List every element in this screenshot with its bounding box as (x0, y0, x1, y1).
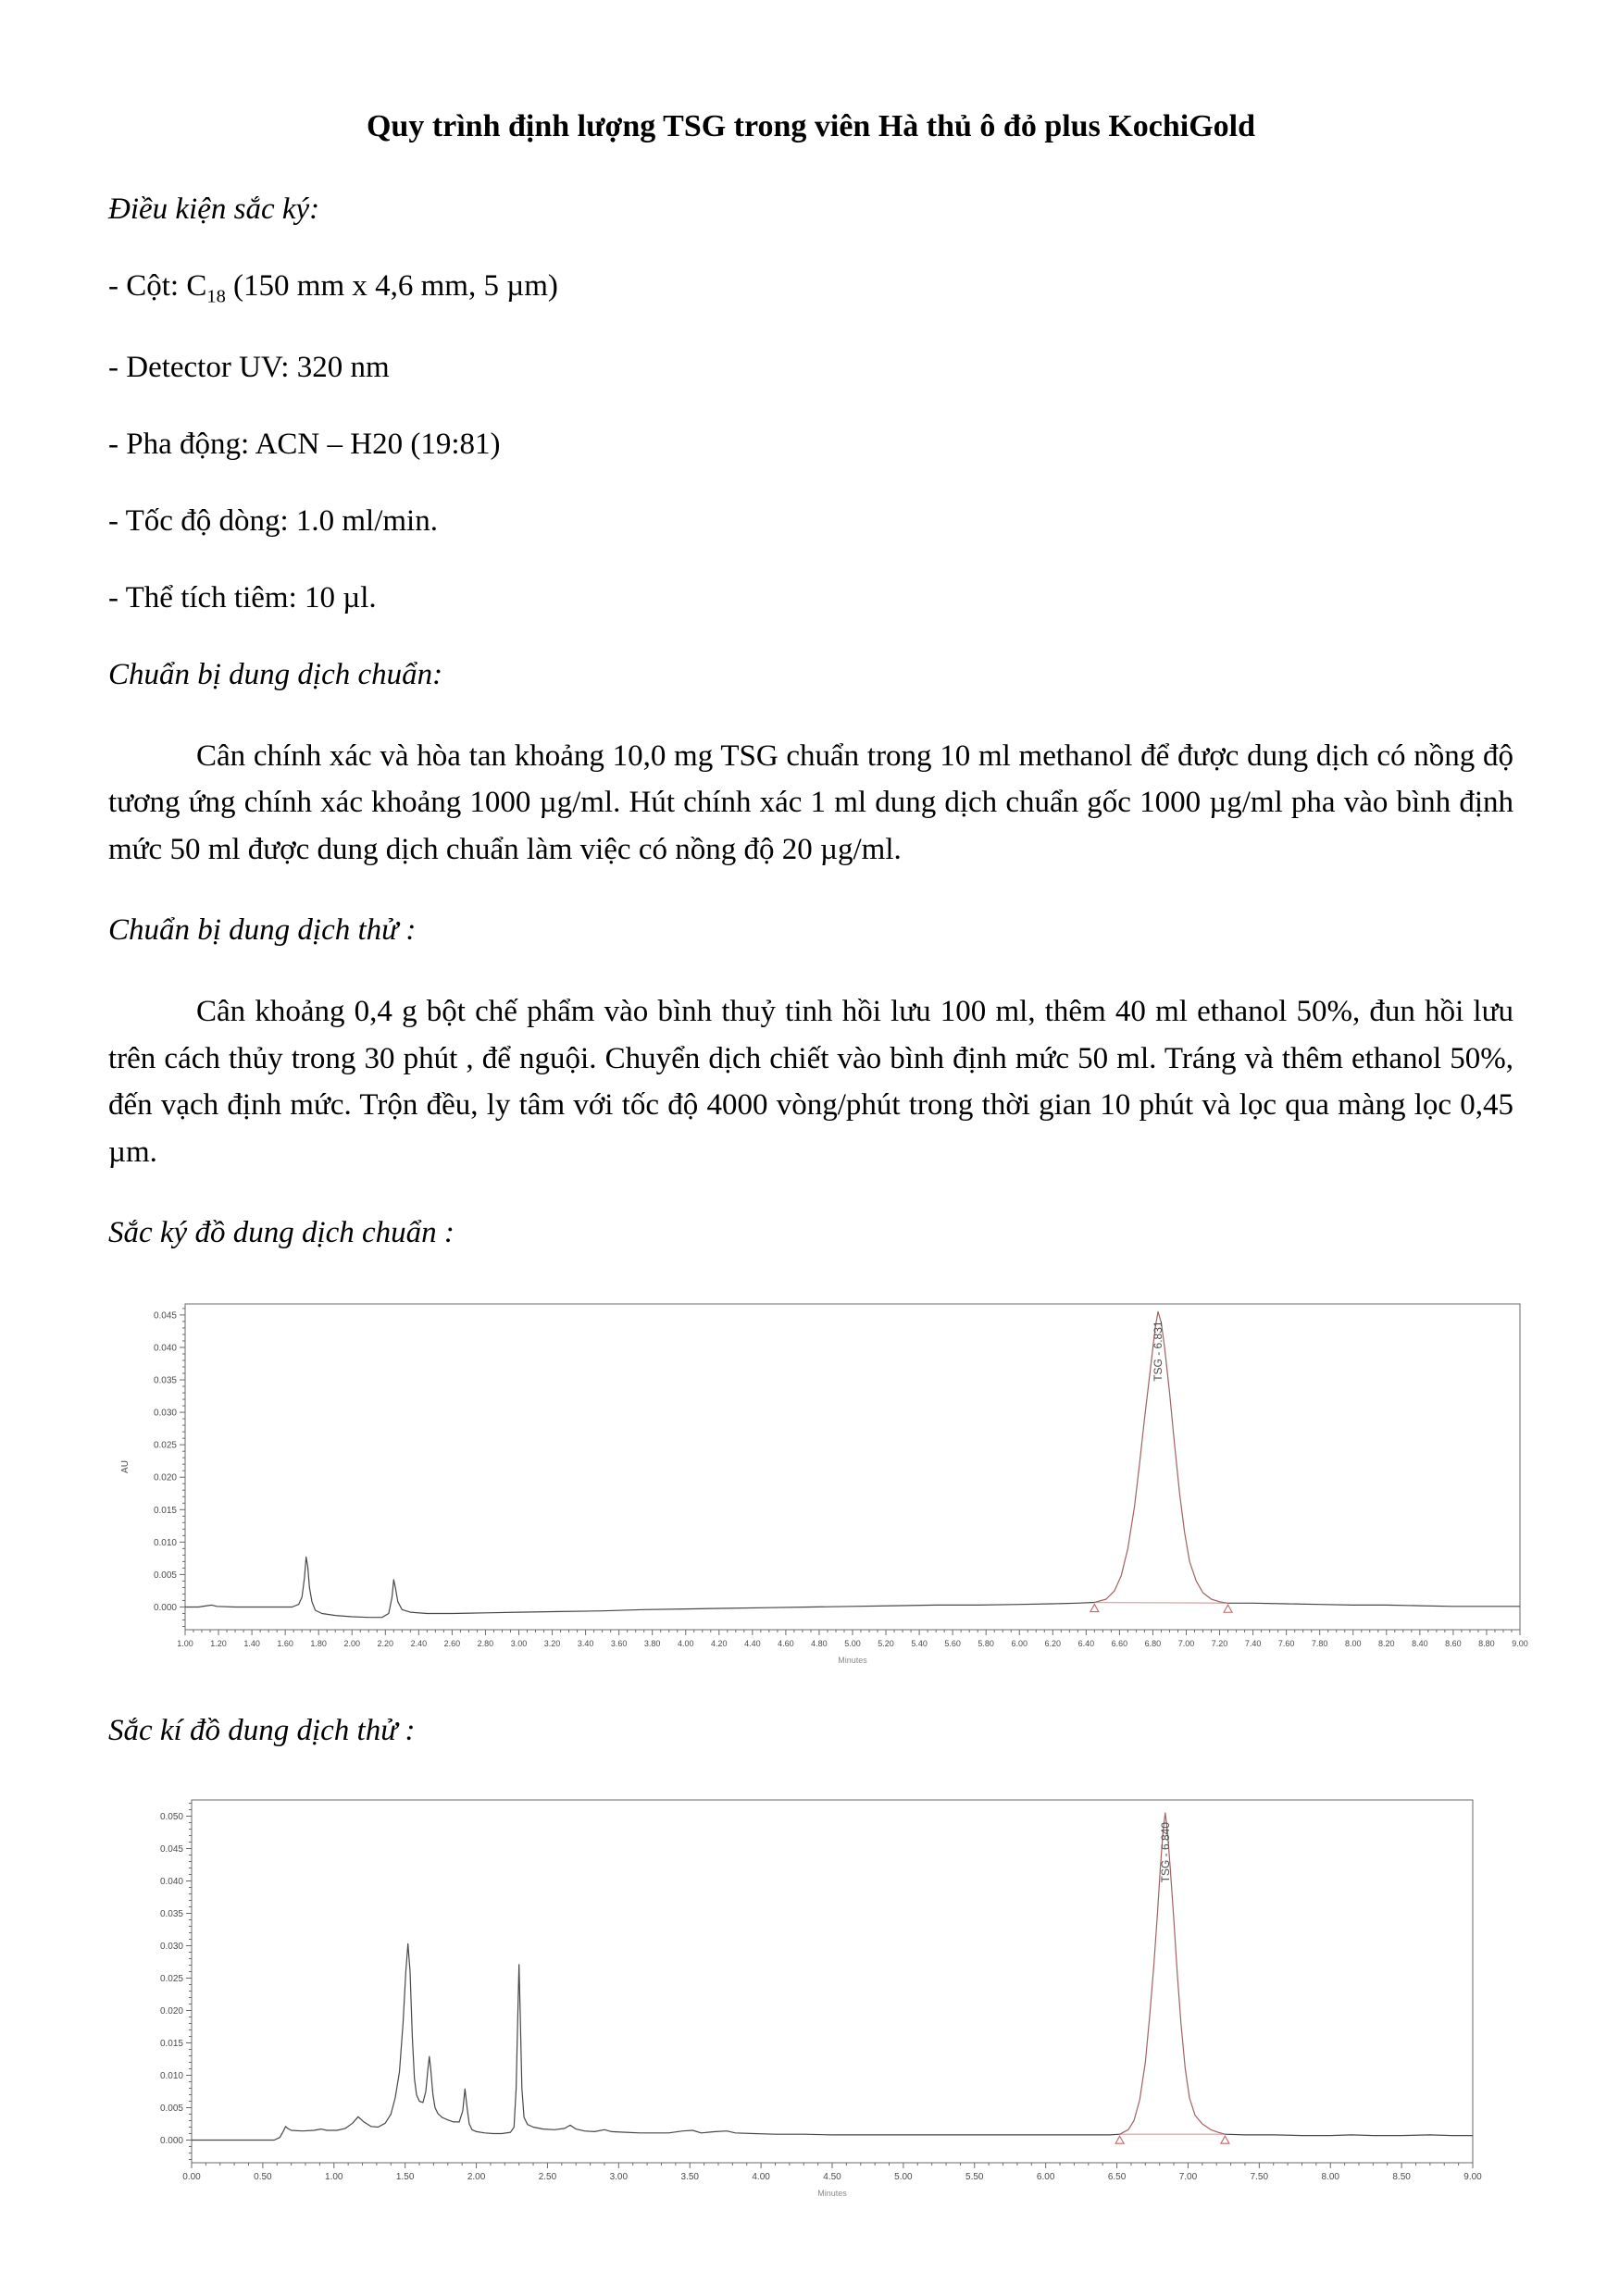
svg-text:5.00: 5.00 (844, 1638, 861, 1648)
svg-text:8.80: 8.80 (1478, 1638, 1495, 1648)
test-prep-paragraph: Cân khoảng 0,4 g bột chế phẩm vào bình thuỷ tinh hồi lưu 100 ml, thêm 40 ml ethanol 50%, đun hồi lưu trên cách thủy trong 30 phút , để nguội. Chuyển dịch chiết vào bình định mức 50 ml. Tráng và thêm ethanol 50%, đến vạch định mức. Trộn đều, ly tâm với tốc độ 4000 vòng/phút trong thời gian 10 phút và lọc qua màng lọc 0,45 µm. (108, 995, 1513, 1169)
svg-text:8.50: 8.50 (1392, 2171, 1411, 2182)
svg-text:6.60: 6.60 (1111, 1638, 1128, 1648)
svg-text:0.020: 0.020 (153, 1472, 177, 1483)
svg-text:8.20: 8.20 (1378, 1638, 1395, 1648)
condition-column (108, 269, 1513, 308)
test-prep-heading: Chuẩn bị dung dịch thử : (108, 913, 417, 948)
svg-text:3.40: 3.40 (577, 1638, 594, 1648)
svg-text:TSG - 6.831: TSG - 6.831 (1152, 1321, 1165, 1382)
svg-text:6.80: 6.80 (1144, 1638, 1162, 1648)
condition-flow-rate: - Tốc độ dòng: 1.0 ml/min. (108, 503, 438, 538)
test-chromatogram-heading: Sắc kí đồ dung dịch thử : (108, 1713, 416, 1747)
svg-text:1.80: 1.80 (310, 1638, 327, 1648)
svg-text:4.20: 4.20 (711, 1638, 728, 1648)
svg-text:5.20: 5.20 (878, 1638, 894, 1648)
svg-text:0.025: 0.025 (159, 1973, 183, 1984)
svg-text:8.00: 8.00 (1344, 1638, 1362, 1648)
svg-text:2.40: 2.40 (410, 1638, 428, 1648)
svg-text:9.00: 9.00 (1512, 1638, 1528, 1648)
svg-text:3.60: 3.60 (610, 1638, 628, 1648)
svg-text:1.40: 1.40 (243, 1638, 260, 1648)
test-chromatogram-plot (108, 1789, 1538, 2216)
conditions-heading: Điều kiện sắc ký: (108, 192, 320, 226)
svg-text:1.00: 1.00 (177, 1638, 193, 1648)
standard-chromatogram (108, 1291, 1528, 1673)
svg-text:2.60: 2.60 (443, 1638, 461, 1648)
svg-text:7.60: 7.60 (1277, 1638, 1295, 1648)
svg-text:0.040: 0.040 (153, 1343, 177, 1354)
svg-text:0.025: 0.025 (153, 1440, 177, 1451)
svg-text:0.035: 0.035 (153, 1375, 177, 1386)
svg-text:4.50: 4.50 (823, 2171, 841, 2182)
svg-text:7.00: 7.00 (1178, 2171, 1198, 2182)
svg-text:2.50: 2.50 (538, 2171, 557, 2182)
condition-column-subscript: 18 (206, 286, 226, 307)
svg-text:0.020: 0.020 (159, 2005, 183, 2017)
svg-text:5.80: 5.80 (978, 1638, 994, 1648)
standard-chromatogram-plot (108, 1291, 1538, 1669)
svg-text:9.00: 9.00 (1463, 2171, 1482, 2182)
svg-text:4.60: 4.60 (778, 1638, 794, 1648)
svg-text:6.00: 6.00 (1011, 1638, 1028, 1648)
svg-text:4.40: 4.40 (744, 1638, 761, 1648)
condition-detector: - Detector UV: 320 nm (108, 350, 390, 384)
svg-text:1.60: 1.60 (277, 1638, 293, 1648)
svg-text:3.20: 3.20 (543, 1638, 561, 1648)
svg-text:0.005: 0.005 (153, 1570, 177, 1581)
svg-text:6.40: 6.40 (1077, 1638, 1095, 1648)
condition-mobile-phase: - Pha động: ACN – H20 (19:81) (108, 427, 501, 461)
svg-text:2.80: 2.80 (477, 1638, 494, 1648)
svg-text:7.00: 7.00 (1177, 1638, 1195, 1648)
svg-text:6.00: 6.00 (1036, 2171, 1055, 2182)
svg-text:3.00: 3.00 (510, 1638, 528, 1648)
svg-text:3.80: 3.80 (643, 1638, 661, 1648)
svg-text:0.030: 0.030 (159, 1941, 183, 1952)
svg-text:TSG - 6.840: TSG - 6.840 (1158, 1821, 1172, 1883)
svg-text:0.015: 0.015 (159, 2038, 183, 2049)
svg-text:4.80: 4.80 (811, 1638, 828, 1648)
svg-text:7.80: 7.80 (1311, 1638, 1328, 1648)
svg-text:0.010: 0.010 (159, 2070, 183, 2081)
svg-text:5.60: 5.60 (944, 1638, 961, 1648)
standard-chromatogram-heading: Sắc ký đồ dung dịch chuẩn : (108, 1215, 455, 1249)
standard-prep-paragraph: Cân chính xác và hòa tan khoảng 10,0 mg TSG chuẩn trong 10 ml methanol để được dung dịch có nồng độ tương ứng chính xác khoảng 1000 µg/ml. Hút chính xác 1 ml dung dịch chuẩn gốc 1000 µg/ml pha vào bình định mức 50 ml được dung dịch chuẩn làm việc có nồng độ 20 µg/ml. (108, 738, 1513, 866)
svg-text:1.20: 1.20 (210, 1638, 227, 1648)
svg-text:2.20: 2.20 (377, 1638, 394, 1648)
svg-text:Minutes: Minutes (817, 2188, 847, 2198)
svg-text:8.40: 8.40 (1412, 1638, 1428, 1648)
page-title: Quy trình định lượng TSG trong viên Hà thủ ô đỏ plus KochiGold (366, 109, 1256, 143)
standard-prep-heading: Chuẩn bị dung dịch chuẩn: (108, 657, 443, 691)
svg-text:6.50: 6.50 (1107, 2171, 1127, 2182)
svg-text:1.00: 1.00 (325, 2171, 343, 2182)
svg-text:0.005: 0.005 (159, 2103, 183, 2114)
svg-text:0.050: 0.050 (159, 1811, 183, 1822)
svg-text:4.00: 4.00 (752, 2171, 770, 2182)
condition-column-dimensions: (150 mm x 4,6 mm, 5 µm) (225, 269, 558, 303)
condition-column-text: - Cột: C (108, 269, 207, 303)
svg-text:0.010: 0.010 (153, 1537, 177, 1548)
svg-text:0.035: 0.035 (159, 1908, 183, 1919)
svg-text:3.50: 3.50 (680, 2171, 699, 2182)
svg-text:0.000: 0.000 (159, 2135, 183, 2146)
svg-text:6.20: 6.20 (1044, 1638, 1062, 1648)
svg-text:2.00: 2.00 (343, 1638, 361, 1648)
svg-text:0.045: 0.045 (153, 1310, 177, 1322)
svg-text:0.50: 0.50 (254, 2171, 272, 2182)
svg-text:0.000: 0.000 (153, 1602, 177, 1613)
svg-text:8.60: 8.60 (1445, 1638, 1462, 1648)
svg-text:5.40: 5.40 (911, 1638, 928, 1648)
svg-text:0.045: 0.045 (159, 1843, 183, 1855)
svg-text:1.50: 1.50 (395, 2171, 415, 2182)
svg-text:3.00: 3.00 (609, 2171, 629, 2182)
svg-text:5.50: 5.50 (965, 2171, 984, 2182)
svg-text:Minutes: Minutes (838, 1655, 867, 1665)
svg-text:7.40: 7.40 (1244, 1638, 1262, 1648)
svg-text:4.00: 4.00 (677, 1638, 694, 1648)
svg-text:0.015: 0.015 (153, 1505, 177, 1516)
svg-text:7.50: 7.50 (1250, 2171, 1269, 2182)
svg-text:0.030: 0.030 (153, 1408, 177, 1419)
svg-text:8.00: 8.00 (1321, 2171, 1339, 2182)
svg-text:7.20: 7.20 (1211, 1638, 1228, 1648)
svg-text:AU: AU (120, 1460, 131, 1473)
condition-injection-volume: - Thể tích tiêm: 10 µl. (108, 580, 377, 614)
svg-text:0.00: 0.00 (182, 2171, 201, 2182)
svg-text:0.040: 0.040 (159, 1876, 183, 1887)
test-chromatogram (108, 1789, 1513, 2221)
svg-text:5.00: 5.00 (894, 2171, 913, 2182)
svg-text:2.00: 2.00 (467, 2171, 486, 2182)
